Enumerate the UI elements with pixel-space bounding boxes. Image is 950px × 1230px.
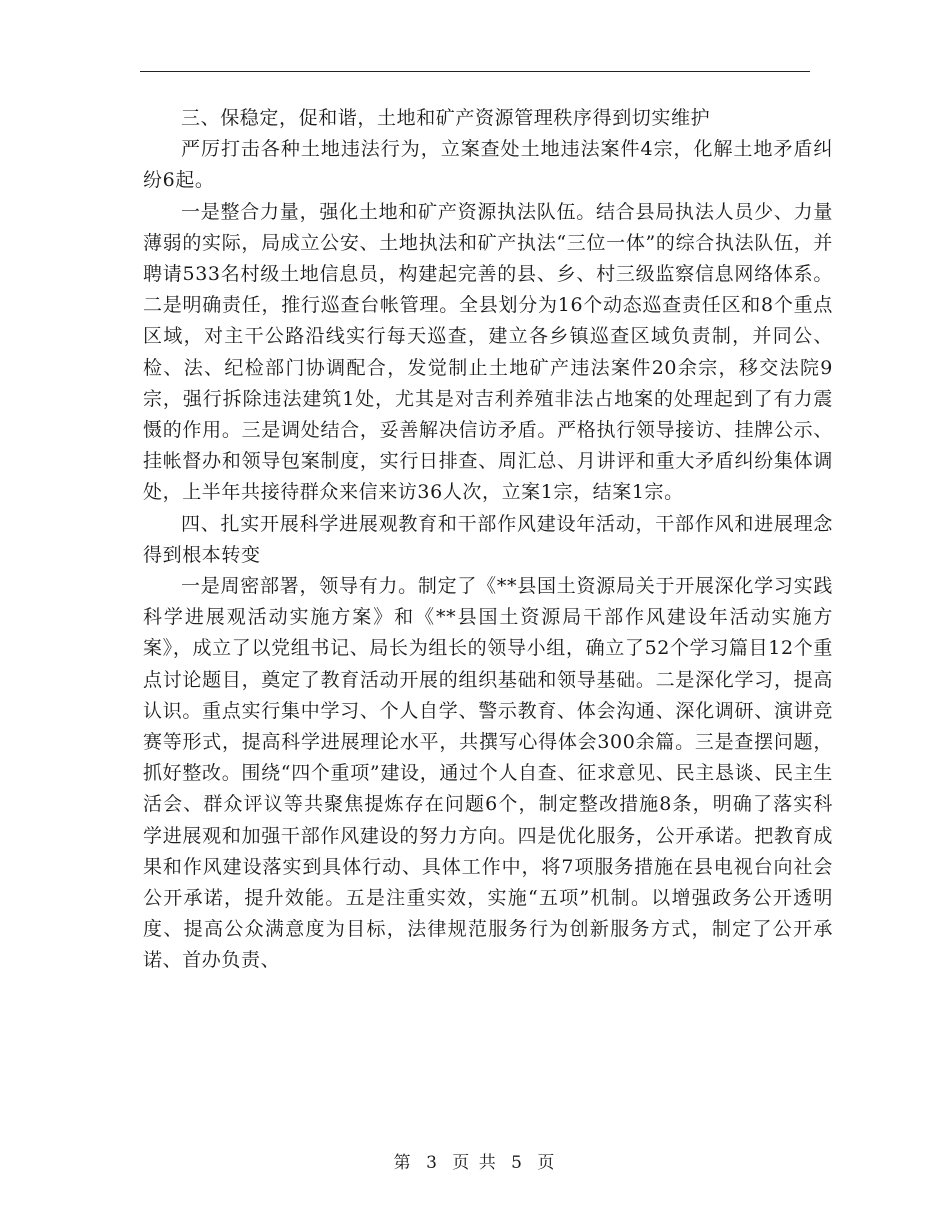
footer-suffix: 页: [537, 1153, 557, 1173]
footer-middle: 页 共: [452, 1153, 498, 1173]
section-heading-4: 四、扎实开展科学进展观教育和干部作风建设年活动，干部作风和进展理念得到根本转变: [143, 512, 833, 566]
paragraph: 严厉打击各种土地违法行为，立案查处土地违法案件4宗，化解土地矛盾纠纷6起。: [143, 138, 833, 192]
document-body: [143, 103, 833, 977]
total-pages: 5: [511, 1153, 524, 1173]
section-heading-3: 三、保稳定，促和谐，土地和矿产资源管理秩序得到切实维护: [181, 107, 711, 129]
page-number: 3: [426, 1153, 439, 1173]
paragraph: 一是周密部署，领导有力。制定了《**县国土资源局关于开展深化学习实践科学进展观活动实施方案》和《**县国土资源局干部作风建设年活动实施方案》，成立了以党组书记、局长为组长的领导小组，确立了52个学习篇目12个重点讨论题目，奠定了教育活动开展的组织基础和领导基础。二是深化学习，提高认识。重点实行集中学习、个人自学、警示教育、体会沟通、深化调研、演讲竞赛等形式，提高科学进展理论水平，共撰写心得体会300余篇。三是查摆问题，抓好整改。围绕“四个重项”建设，通过个人自查、征求意见、民主恳谈、民主生活会、群众评议等共聚焦提炼存在问题6个，制定整改措施8条，明确了落实科学进展观和加强干部作风建设的努力方向。四是优化服务，公开承诺。把教育成果和作风建设落实到具体行动、具体工作中，将7项服务措施在县电视台向社会公开承诺，提升效能。五是注重实效，实施“五项”机制。以增强政务公开透明度、提高公众满意度为目标，法律规范服务行为创新服务方式，制定了公开承诺、首办负责、: [143, 575, 833, 972]
footer-prefix: 第: [393, 1153, 413, 1173]
header-rule: [140, 71, 810, 72]
paragraph: 一是整合力量，强化土地和矿产资源执法队伍。结合县局执法人员少、力量薄弱的实际，局成立公安、土地执法和矿产执法“三位一体”的综合执法队伍，并聘请533名村级土地信息员，构建起完善的县、乡、村三级监察信息网络体系。二是明确责任，推行巡查台帐管理。全县划分为16个动态巡查责任区和8个重点区域，对主干公路沿线实行每天巡查，建立各乡镇巡查区域负责制，并同公、检、法、纪检部门协调配合，发觉制止土地矿产违法案件20余宗，移交法院9宗，强行拆除违法建筑1处，尤其是对吉利养殖非法占地案的处理起到了有力震慑的作用。三是调处结合，妥善解决信访矛盾。严格执行领导接访、挂牌公示、挂帐督办和领导包案制度，实行日排查、周汇总、月讲评和重大矛盾纠纷集体调处，上半年共接待群众来信来访36人次，立案1宗，结案1宗。: [143, 200, 833, 504]
page-footer: [0, 1148, 950, 1173]
